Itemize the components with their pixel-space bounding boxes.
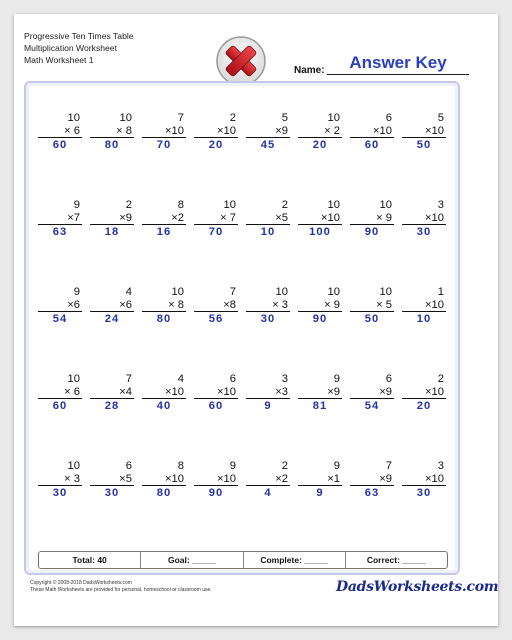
multiplicand: 6 [229,373,236,385]
answer: 70 [208,226,224,238]
answer: 80 [104,139,120,151]
problem-item [350,286,394,326]
multiplier: × 7 [194,212,238,226]
problem-item [90,373,134,413]
multiplicand: 5 [281,112,288,124]
answer: 100 [309,226,331,238]
answer: 50 [416,139,432,151]
answer: 9 [264,400,272,412]
multiplier: × 5 [350,299,394,313]
answer: 30 [416,487,432,499]
name-label: Name: [294,65,325,76]
multiplicand: 2 [281,199,288,211]
multiplicand: 8 [177,460,184,472]
answer: 40 [156,400,172,412]
answer: 10 [416,313,432,325]
answer: 63 [52,226,68,238]
answer: 30 [104,487,120,499]
problem-item [402,112,446,152]
answer: 30 [260,313,276,325]
answer: 60 [52,139,68,151]
problem-item [194,286,238,326]
multiplier: ×10 [194,125,238,139]
problem-item [350,373,394,413]
multiplier: ×10 [194,386,238,400]
problem-item [350,199,394,239]
answer: 10 [260,226,276,238]
multiplicand: 7 [125,373,132,385]
problem-item [194,199,238,239]
answer: 20 [312,139,328,151]
multiplicand: 9 [333,460,340,472]
answer: 60 [208,400,224,412]
answer: 16 [156,226,172,238]
answer: 90 [364,226,380,238]
multiplier: ×1 [298,473,342,487]
multiplier: ×10 [298,212,342,226]
multiplicand: 7 [229,286,236,298]
multiplicand: 2 [125,199,132,211]
stat-correct: Correct: _____ [345,552,447,568]
multiplier: × 6 [38,386,82,400]
problem-item [246,199,290,239]
worksheet-subtitle: Multiplication Worksheet [24,43,117,53]
problem-item [194,112,238,152]
multiplicand: 10 [171,286,184,298]
usage-note: These Math Worksheets are provided for personal, homeschool or classroom use. [30,586,212,593]
multiplier: ×9 [350,473,394,487]
answer: 70 [156,139,172,151]
answer: 90 [312,313,328,325]
multiplicand: 6 [125,460,132,472]
multiplier: ×10 [402,473,446,487]
problem-item [402,199,446,239]
problem-item [142,373,186,413]
multiplier: ×10 [194,473,238,487]
multiplier: × 8 [90,125,134,139]
multiplicand: 5 [437,112,444,124]
multiplier: ×5 [90,473,134,487]
brand-logo: DadsWorksheets.com [336,579,499,595]
answer: 20 [208,139,224,151]
answer: 54 [364,400,380,412]
multiplier: ×10 [402,125,446,139]
multiplier: ×3 [246,386,290,400]
problem-item [90,460,134,500]
multiplicand: 3 [281,373,288,385]
multiplicand: 10 [67,460,80,472]
answer: 28 [104,400,120,412]
multiplicand: 7 [385,460,392,472]
multiplicand: 3 [437,460,444,472]
answer: 30 [52,487,68,499]
problem-item [38,199,82,239]
problem-item [298,112,342,152]
problem-item [350,112,394,152]
problem-item [90,112,134,152]
multiplicand: 6 [385,373,392,385]
problem-item [350,460,394,500]
answer: 80 [156,487,172,499]
multiplicand: 3 [437,199,444,211]
problem-item [194,460,238,500]
multiplier: ×10 [402,212,446,226]
stat-total: Total: 40 [72,555,107,565]
name-field[interactable] [327,53,469,75]
multiplicand: 2 [229,112,236,124]
worksheet-label: Math Worksheet 1 [24,55,94,65]
multiplicand: 10 [67,112,80,124]
answer: 20 [416,400,432,412]
problem-item [142,460,186,500]
multiplier: ×2 [246,473,290,487]
answer: 50 [364,313,380,325]
answer: 18 [104,226,120,238]
multiplier: ×9 [298,386,342,400]
multiplier: ×10 [350,125,394,139]
problem-item [402,286,446,326]
multiplicand: 4 [125,286,132,298]
problem-item [298,199,342,239]
multiplicand: 10 [67,373,80,385]
answer: 90 [208,487,224,499]
answer: 9 [316,487,324,499]
stat-complete: Complete: _____ [243,552,345,568]
answer: 24 [104,313,120,325]
multiplier: ×9 [246,125,290,139]
answer: 81 [312,400,328,412]
answer: 63 [364,487,380,499]
problem-item [246,286,290,326]
worksheet-header [24,30,134,66]
multiplier: ×10 [142,473,186,487]
multiplier: ×2 [142,212,186,226]
multiplicand: 10 [379,286,392,298]
multiplicand: 10 [327,199,340,211]
multiplicand: 10 [327,286,340,298]
problem-item [38,286,82,326]
multiplicand: 10 [223,199,236,211]
multiplier: × 8 [142,299,186,313]
multiplier: × 9 [298,299,342,313]
answer: 45 [260,139,276,151]
answer: 4 [264,487,272,499]
multiplicand: 7 [177,112,184,124]
answer: 30 [416,226,432,238]
problem-item [246,460,290,500]
multiplier: × 3 [38,473,82,487]
problem-item [38,112,82,152]
stat-goal: Goal: _____ [140,552,242,568]
multiplier: ×10 [142,386,186,400]
multiplicand: 9 [73,286,80,298]
multiplier: ×5 [246,212,290,226]
answer: 56 [208,313,224,325]
multiplier: ×9 [350,386,394,400]
problem-item [142,286,186,326]
answer-key-text: Answer Key [349,53,447,72]
footer [30,580,212,593]
problem-item [194,373,238,413]
multiplier: ×6 [90,299,134,313]
multiplier: ×9 [90,212,134,226]
answer: 54 [52,313,68,325]
problem-item [298,460,342,500]
problem-item [142,112,186,152]
problem-item [38,373,82,413]
stats-bar [38,551,448,569]
multiplier: ×6 [38,299,82,313]
problem-grid [38,112,446,532]
copyright-text: Copyright © 2008-2018 DadsWorksheets.com [30,580,132,586]
multiplicand: 10 [275,286,288,298]
multiplicand: 1 [437,286,444,298]
multiplicand: 4 [177,373,184,385]
answer: 60 [364,139,380,151]
answer: 60 [52,400,68,412]
problem-item [246,112,290,152]
multiplicand: 9 [229,460,236,472]
answer: 80 [156,313,172,325]
multiplier: × 3 [246,299,290,313]
multiplier: ×8 [194,299,238,313]
multiplier: × 6 [38,125,82,139]
multiplier: × 2 [298,125,342,139]
multiplier: × 9 [350,212,394,226]
multiplicand: 10 [327,112,340,124]
red-x-icon [215,35,267,87]
problem-item [90,286,134,326]
multiplicand: 2 [437,373,444,385]
multiplicand: 10 [119,112,132,124]
multiplicand: 8 [177,199,184,211]
multiplicand: 10 [379,199,392,211]
multiplier: ×10 [142,125,186,139]
problem-item [246,373,290,413]
problem-item [298,373,342,413]
multiplicand: 6 [385,112,392,124]
multiplier: ×4 [90,386,134,400]
problem-item [402,460,446,500]
problem-item [298,286,342,326]
problem-item [142,199,186,239]
multiplier: ×10 [402,386,446,400]
problem-item [90,199,134,239]
problem-item [38,460,82,500]
multiplicand: 9 [73,199,80,211]
worksheet-title: Progressive Ten Times Table [24,31,134,41]
multiplicand: 2 [281,460,288,472]
multiplier: ×7 [38,212,82,226]
multiplicand: 9 [333,373,340,385]
problem-item [402,373,446,413]
multiplier: ×10 [402,299,446,313]
